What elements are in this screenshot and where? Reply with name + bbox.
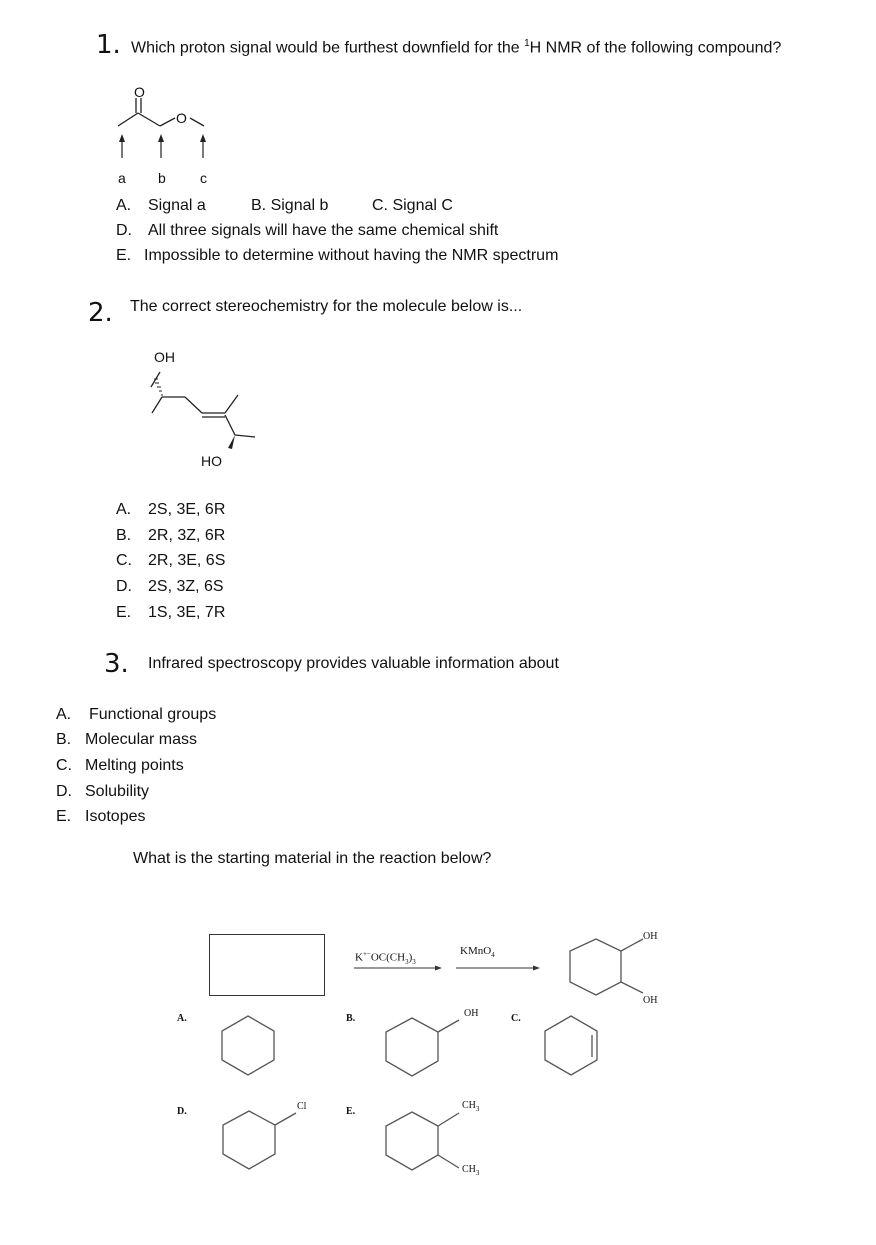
q3-option-a-letter: A. — [56, 706, 72, 723]
reagent-1-rest: OC(CH — [370, 951, 406, 964]
q3-option-c-letter: C. — [56, 757, 72, 774]
question-4-prompt: What is the starting material in the reaction below? — [133, 850, 492, 867]
q1-option-e-text: Impossible to determine without having the NMR spectrum — [144, 247, 559, 264]
product-hydroxyl-bottom: OH — [643, 995, 658, 1006]
choice-d-chlorine-label: Cl — [297, 1101, 307, 1112]
q2-option-c-text: 2R, 3E, 6S — [148, 552, 226, 569]
cyclohexane-diol-product — [560, 925, 680, 1015]
question-2-prompt: The correct stereochemistry for the molecule below is... — [130, 298, 523, 315]
q1-option-a-letter: A. — [116, 197, 132, 214]
q3-option-e-text: Isotopes — [85, 808, 146, 825]
q2-option-a-text: 2S, 3E, 6R — [148, 501, 226, 518]
q1-option-e-letter: E. — [116, 247, 132, 264]
reagent-2-main: KMnO — [460, 945, 492, 957]
q3-option-d-letter: D. — [56, 783, 72, 800]
choice-e-methyl-bottom-sub: 3 — [475, 1169, 480, 1177]
q1-option-d-letter: D. — [116, 222, 132, 239]
q3-option-e-letter: E. — [56, 808, 72, 825]
q3-option-b-text: Molecular mass — [85, 731, 198, 748]
choice-e-dimethylcyclohexane — [375, 1100, 475, 1180]
choice-b-hydroxyl-label: OH — [464, 1008, 479, 1019]
choice-d-letter: D. — [177, 1106, 187, 1117]
reagent-1-sup: +− — [362, 950, 371, 958]
question-1-prompt-post: H NMR of the following compound? — [529, 39, 782, 57]
starting-material-box — [209, 934, 325, 996]
q2-option-b-text: 2R, 3Z, 6R — [148, 527, 226, 544]
choice-e-methyl-bottom — [462, 1164, 479, 1179]
reagent-1-main: K — [355, 951, 363, 964]
reagent-2-sub: 4 — [491, 951, 495, 960]
q2-option-a-letter: A. — [116, 501, 132, 518]
q1-option-b — [251, 196, 328, 216]
choice-e-letter: E. — [346, 1106, 356, 1117]
reagent-1-end: ) — [408, 951, 413, 964]
reagent-1-sub: 3 — [405, 957, 409, 966]
question-1-prompt-pre: Which proton signal would be furthest downfield for the — [131, 39, 525, 57]
ester-oxygen-label: O — [176, 110, 187, 126]
methyl-acetate-structure — [100, 80, 230, 170]
choice-b-cyclohexanol — [375, 1010, 465, 1080]
question-2-number: 2. — [88, 298, 113, 328]
q1-option-c-text: Signal C — [392, 197, 453, 214]
q1-option-c-letter: C. — [372, 197, 388, 214]
q2-option-c-letter: C. — [116, 552, 132, 569]
question-1-prompt-sup: 1 — [524, 38, 530, 49]
q3-option-d-text: Solubility — [85, 783, 150, 800]
question-1-prompt — [131, 34, 781, 58]
q1-option-b-text: Signal b — [270, 197, 329, 214]
q2-option-b-letter: B. — [116, 527, 132, 544]
q1-option-b-letter: B. — [251, 197, 267, 214]
choice-a-letter: A. — [177, 1013, 187, 1024]
choice-d-chlorocyclohexane — [210, 1103, 310, 1173]
product-hydroxyl-top: OH — [643, 931, 658, 942]
q2-option-e-text: 1S, 3E, 7R — [148, 604, 226, 621]
q1-option-d-text: All three signals will have the same chemical shift — [148, 222, 499, 239]
q3-option-b-letter: B. — [56, 731, 72, 748]
choice-e-methyl-top-sub: 3 — [475, 1105, 480, 1113]
choice-e-methyl-top — [462, 1100, 479, 1115]
diol-alkene-structure — [140, 360, 270, 460]
question-1-number: 1. — [96, 30, 121, 60]
choice-e-methyl-top-text: CH — [462, 1100, 476, 1111]
choice-e-methyl-bottom-text: CH — [462, 1164, 476, 1175]
q2-option-d-letter: D. — [116, 578, 132, 595]
choice-b-letter: B. — [346, 1013, 356, 1024]
q2-option-e-letter: E. — [116, 604, 132, 621]
q3-option-a-text: Functional groups — [89, 706, 217, 723]
hydroxyl-label-bottom: HO — [201, 453, 222, 469]
question-3-number: 3. — [104, 649, 129, 679]
choice-c-cyclohexene — [535, 1012, 605, 1082]
hydroxyl-label-top: OH — [154, 349, 175, 365]
q2-option-d-text: 2S, 3Z, 6S — [148, 578, 224, 595]
q3-option-c-text: Melting points — [85, 757, 184, 774]
signal-b-label: b — [158, 170, 166, 186]
signal-a-label: a — [118, 170, 126, 186]
q1-option-c — [372, 196, 453, 216]
carbonyl-oxygen-label: O — [134, 84, 145, 100]
choice-a-cyclohexane — [210, 1012, 280, 1082]
choice-c-letter: C. — [511, 1013, 521, 1024]
q1-option-a-text: Signal a — [148, 197, 206, 214]
question-3-prompt: Infrared spectroscopy provides valuable information about — [148, 655, 559, 672]
reagent-1-sub2: 3 — [412, 957, 416, 966]
signal-c-label: c — [200, 170, 207, 186]
